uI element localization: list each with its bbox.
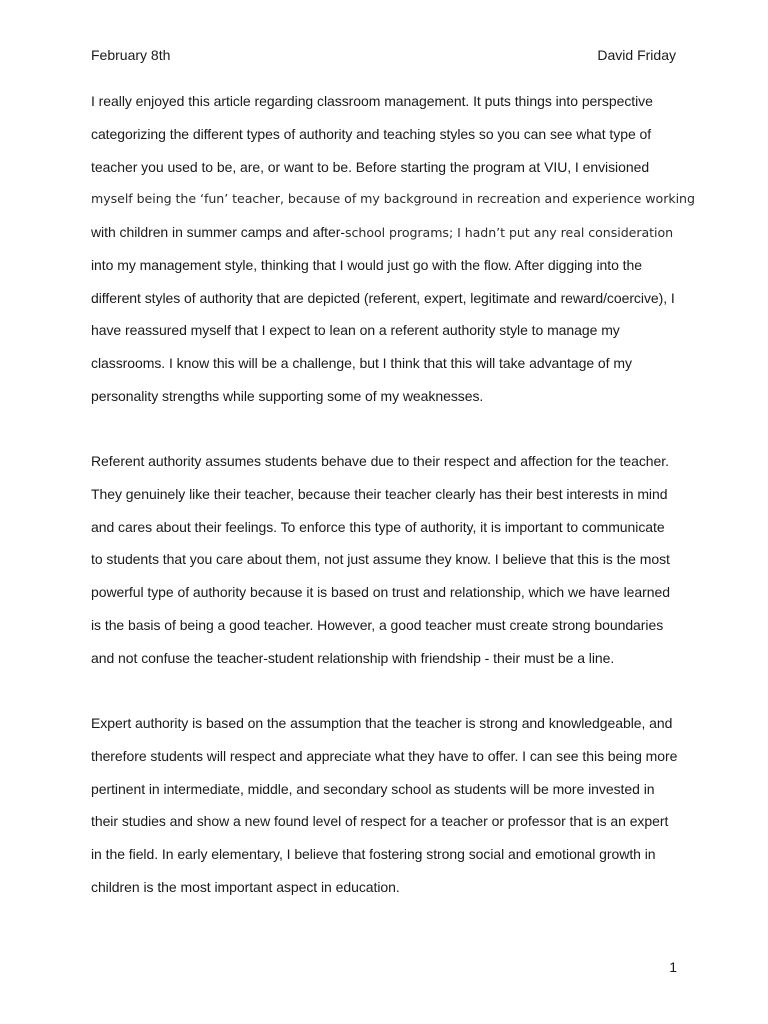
- paragraph-text-run: with children in summer camps and after-: [91, 224, 345, 240]
- paragraph-line: pertinent in intermediate, middle, and secondary school as students will be more invested in: [91, 780, 655, 797]
- paragraph-line: powerful type of authority because it is based on trust and relationship, which we have learned: [91, 584, 670, 600]
- paragraph-line: I really enjoyed this article regarding classroom management. It puts things into perspective: [91, 93, 653, 109]
- paragraph-intro: [91, 92, 695, 420]
- paragraph-text-run: school programs; I hadn’t put any real consideration: [345, 225, 674, 240]
- paragraph-line: in the field. In early elementary, I believe that fostering strong social and emotional growth in: [91, 846, 656, 862]
- paragraph-line-mixed: [91, 223, 691, 256]
- paragraph-line: They genuinely like their teacher, because their teacher clearly has their best interests in mind: [91, 485, 668, 502]
- paragraph-line: to students that you care about them, not just assume they know. I believe that this is the most: [91, 551, 670, 568]
- paragraph-line: is the basis of being a good teacher. However, a good teacher must create strong boundaries: [91, 616, 664, 633]
- paragraph-line: therefore students will respect and appreciate what they have to offer. I can see this being more: [91, 747, 678, 764]
- paragraph-line: have reassured myself that I expect to lean on a referent authority style to manage my: [91, 322, 620, 339]
- paragraph-line: into my management style, thinking that I would just go with the flow. After digging into the: [91, 256, 642, 273]
- paragraph-line: different styles of authority that are depicted (referent, expert, legitimate and reward/coercive), I: [91, 289, 675, 306]
- paragraph-line: categorizing the different types of authority and teaching styles so you can see what type of: [91, 125, 652, 142]
- paragraph-line: classrooms. I know this will be a challenge, but I think that this will take advantage of my: [91, 355, 632, 371]
- paragraph-line: and not confuse the teacher-student relationship with friendship - their must be a line.: [91, 649, 615, 666]
- paragraph-line: Referent authority assumes students behave due to their respect and affection for the teacher.: [91, 453, 669, 469]
- paragraph-line: myself being the ‘fun’ teacher, because of my background in recreation and experience working: [91, 191, 695, 207]
- paragraph-expert-authority: [91, 714, 691, 911]
- page-header: [91, 46, 676, 64]
- paragraph-line: and cares about their feelings. To enforce this type of authority, it is important to communicate: [91, 518, 665, 535]
- header-author: David Friday: [597, 47, 676, 63]
- paragraph-line: Expert authority is based on the assumption that the teacher is strong and knowledgeable, and: [91, 715, 673, 731]
- header-date: February 8th: [91, 47, 171, 63]
- paragraph-referent-authority: [91, 452, 691, 681]
- paragraph-line: their studies and show a new found level of respect for a teacher or professor that is an expert: [91, 813, 669, 830]
- page-number: 1: [669, 959, 677, 975]
- paragraph-line: children is the most important aspect in education.: [91, 878, 400, 895]
- paragraph-line: teacher you used to be, are, or want to be. Before starting the program at VIU, I envisioned: [91, 158, 650, 175]
- paragraph-line: personality strengths while supporting some of my weaknesses.: [91, 387, 484, 404]
